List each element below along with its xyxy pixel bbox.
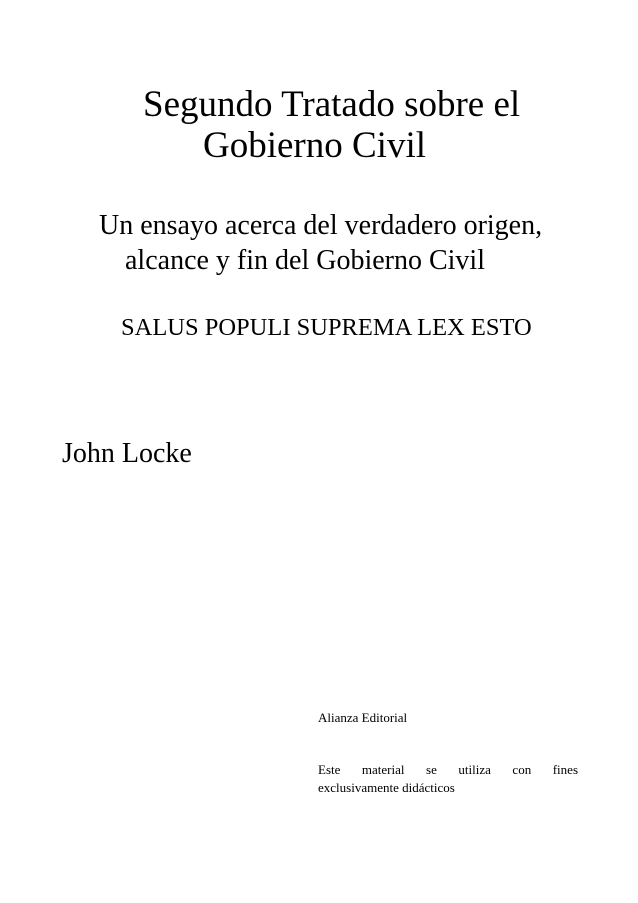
latin-motto: SALUS POPULI SUPREMA LEX ESTO — [121, 314, 532, 341]
author-name: John Locke — [62, 438, 192, 469]
title-line-2: Gobierno Civil — [203, 125, 427, 166]
title-line-1: Segundo Tratado sobre el — [143, 84, 521, 125]
subtitle-line-1: Un ensayo acerca del verdadero origen, — [99, 210, 543, 241]
usage-note-line-2: exclusivamente didácticos — [318, 780, 455, 795]
subtitle-line-2: alcance y fin del Gobierno Civil — [125, 245, 485, 276]
usage-note-line-1: Este material se utiliza con fines — [318, 762, 578, 777]
publisher-name: Alianza Editorial — [318, 710, 408, 725]
